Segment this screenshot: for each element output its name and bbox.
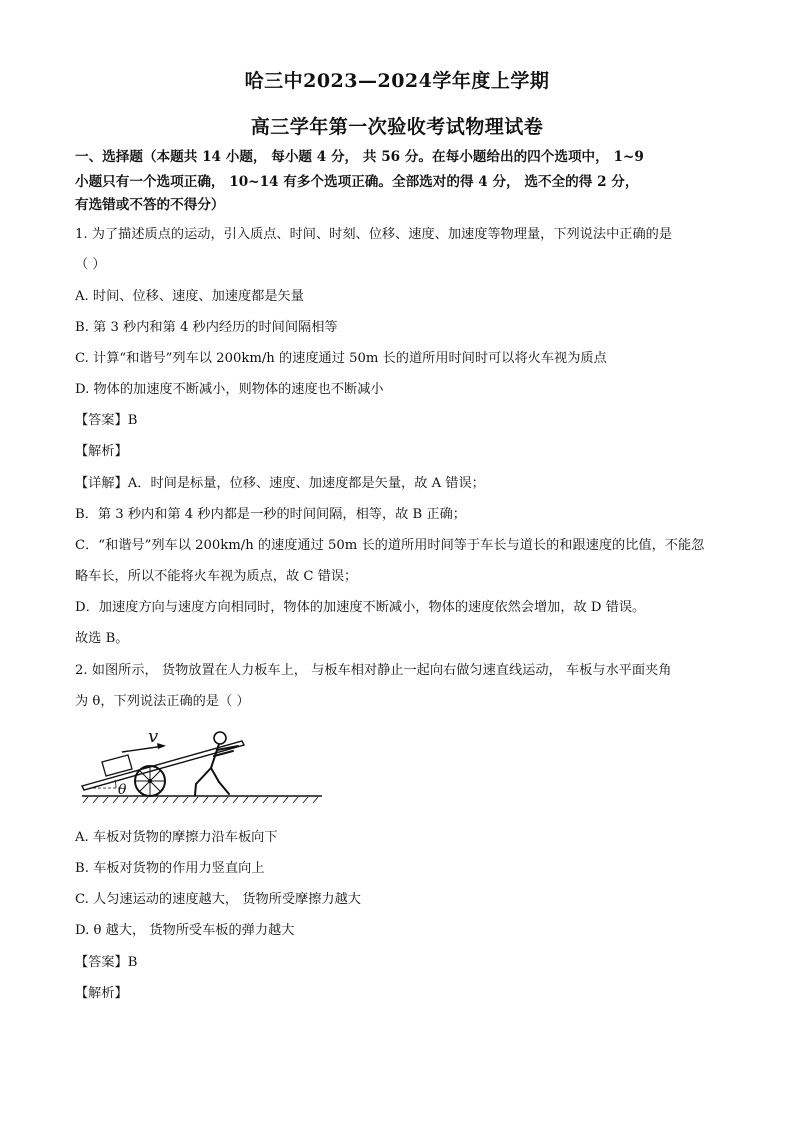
q2-stem-line-2: 为 θ，下列说法正确的是（ ） [75,694,250,709]
q1-detail-line-5: D．加速度方向与速度方向相同时，物体的加速度不断减小，物体的速度依然会增加，故 D 错误。 [75,600,646,615]
q1-detail-line-6: 故选 B。 [75,631,129,646]
q1-detail-line-2: B．第 3 秒内和第 4 秒内都是一秒的时间间隔，相等，故 B 正确； [75,507,466,522]
q1-detail-line-1: 【详解】A．时间是标量，位移、速度、加速度都是矢量，故 A 错误； [75,476,485,491]
q2-answer: 【答案】B [75,955,138,970]
section-heading-line-2: 小题只有一个选项正确， 10~14 有多个选项正确。全部选对的得 4 分， 选不全的得 2 分， [75,174,639,190]
q1-detail-line-3: C．“和谐号”列车以 200km/h 的速度通过 50m 长的道所用时间等于车长与道长的和跟速度的比值，不能忽 [75,538,705,553]
section-heading-line-3: 有选错或不答的不得分） [75,197,225,213]
exam-title: 哈三中2023—2024学年度上学期 [244,70,550,92]
handcart-figure [78,724,324,806]
exam-subtitle: 高三学年第一次验收考试物理试卷 [250,116,544,138]
q1-stem-line-2: （ ） [75,257,106,272]
person-figure [195,732,238,795]
q1-option-c: C. 计算“和谐号”列车以 200km/h 的速度通过 50m 长的道所用时间时可以将火车视为质点 [75,351,607,366]
q2-option-a: A. 车板对货物的摩擦力沿车板向下 [75,830,278,845]
q2-stem-line-1: 2. 如图所示， 货物放置在人力板车上， 与板车相对静止一起向右做匀速直线运动， 车板与水平面夹角 [75,663,672,678]
q1-analysis-label: 【解析】 [75,444,128,459]
q1-option-b: B. 第 3 秒内和第 4 秒内经历的时间间隔相等 [75,320,338,335]
q1-option-d: D. 物体的加速度不断减小，则物体的速度也不断减小 [75,382,384,397]
q1-detail-line-4: 略车长，所以不能将火车视为质点，故 C 错误； [75,569,358,584]
q1-option-a: A. 时间、位移、速度、加速度都是矢量 [75,289,304,304]
velocity-arrowhead [157,743,166,749]
q2-option-c: C. 人匀速运动的速度越大， 货物所受摩擦力越大 [75,892,361,907]
q2-option-b: B. 车板对货物的作用力竖直向上 [75,861,265,876]
q1-answer: 【答案】B [75,413,138,428]
wheel-spokes [135,766,165,796]
q1-stem-line-1: 1. 为了描述质点的运动，引入质点、时间、时刻、位移、速度、加速度等物理量，下列说法中正确的是 [75,227,673,242]
velocity-label: v [148,726,159,747]
section-heading-line-1: 一、选择题（本题共 14 小题， 每小题 4 分， 共 56 分。在每小题给出的四个选项中， 1~9 [75,149,644,165]
q2-option-d: D. θ 越大， 货物所受车板的弹力越大 [75,923,295,938]
angle-label: θ [118,782,127,798]
q2-analysis-label: 【解析】 [75,986,128,1001]
